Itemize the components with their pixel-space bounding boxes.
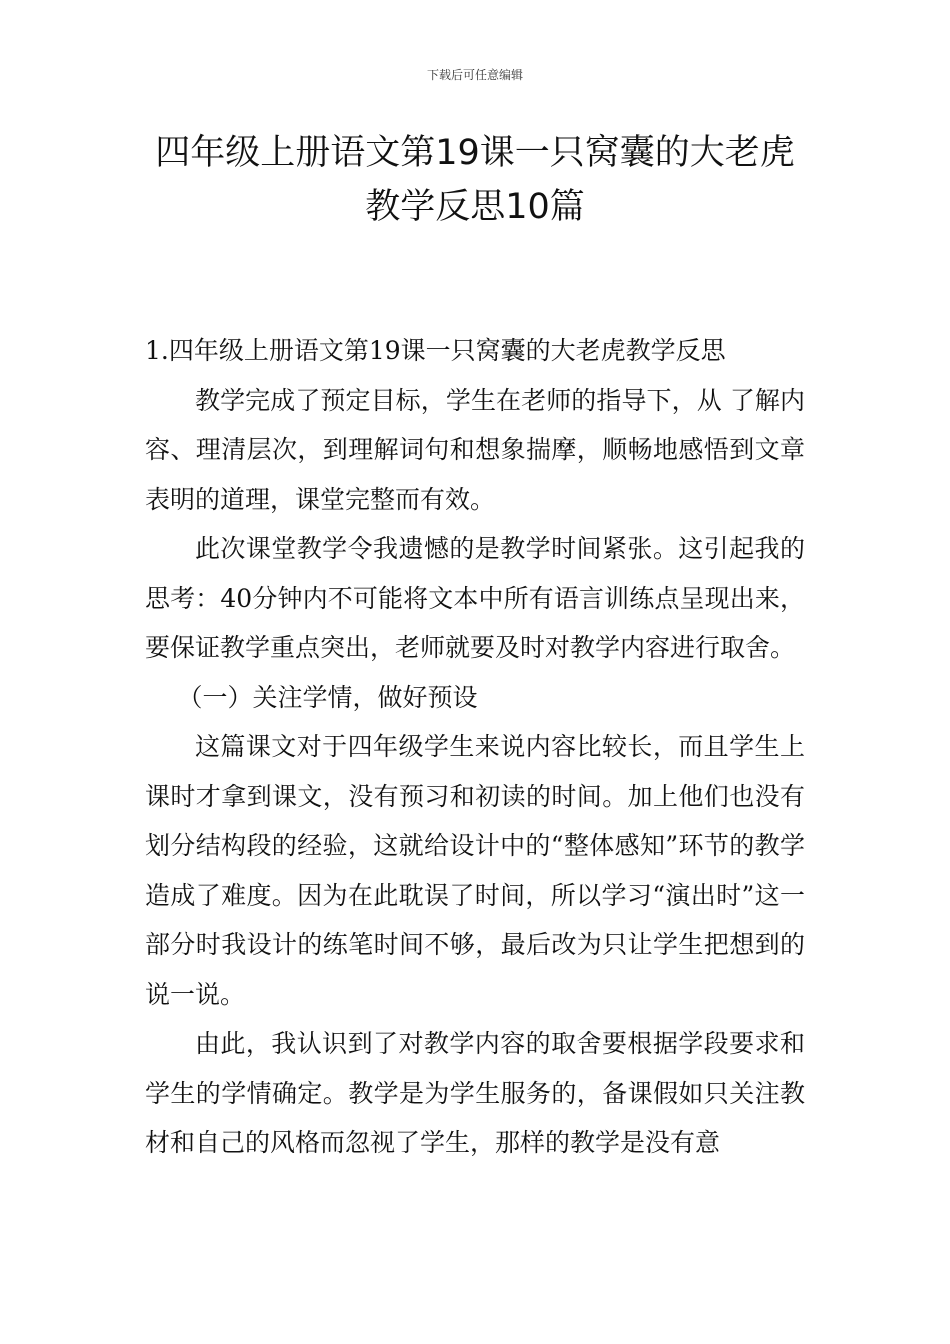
- header-note: 下载后可任意编辑: [426, 68, 523, 82]
- section-heading: 1.四年级上册语文第19课一只窝囊的大老虎教学反思: [145, 336, 726, 365]
- title-line-2: 教学反思10篇: [365, 187, 585, 227]
- document-body: [145, 326, 805, 1168]
- body-paragraph: 由此，我认识到了对教学内容的取舍要根据学段要求和学生的学情确定。教学是为学生服务的，备课假如只关注教材和自己的风格而忽视了学生，那样的教学是没有意: [145, 1029, 805, 1157]
- body-paragraph: 这篇课文对于四年级学生来说内容比较长，而且学生上课时才拿到课文，没有预习和初读的时间。加上他们也没有划分结构段的经验，这就给设计中的“整体感知”环节的教学造成了难度。因为在此耽误了时间，所以学习“演出时”这一部分时我设计的练笔时间不够，最后改为只让学生把想到的说一说。: [145, 732, 805, 1009]
- subsection-heading: （一）关注学情，做好预设: [177, 682, 478, 712]
- document-title: [100, 126, 850, 234]
- title-line-1: 四年级上册语文第19课一只窝囊的大老虎: [155, 133, 795, 173]
- body-paragraph: 此次课堂教学令我遗憾的是教学时间紧张。这引起我的思考：40分钟内不可能将文本中所有语言训练点呈现出来，要保证教学重点突出，老师就要及时对教学内容进行取舍。: [145, 534, 805, 662]
- body-paragraph: 教学完成了预定目标，学生在老师的指导下，从 了解内容、理清层次，到理解词句和想象揣摩，顺畅地感悟到文章表明的道理，课堂完整而有效。: [145, 385, 805, 514]
